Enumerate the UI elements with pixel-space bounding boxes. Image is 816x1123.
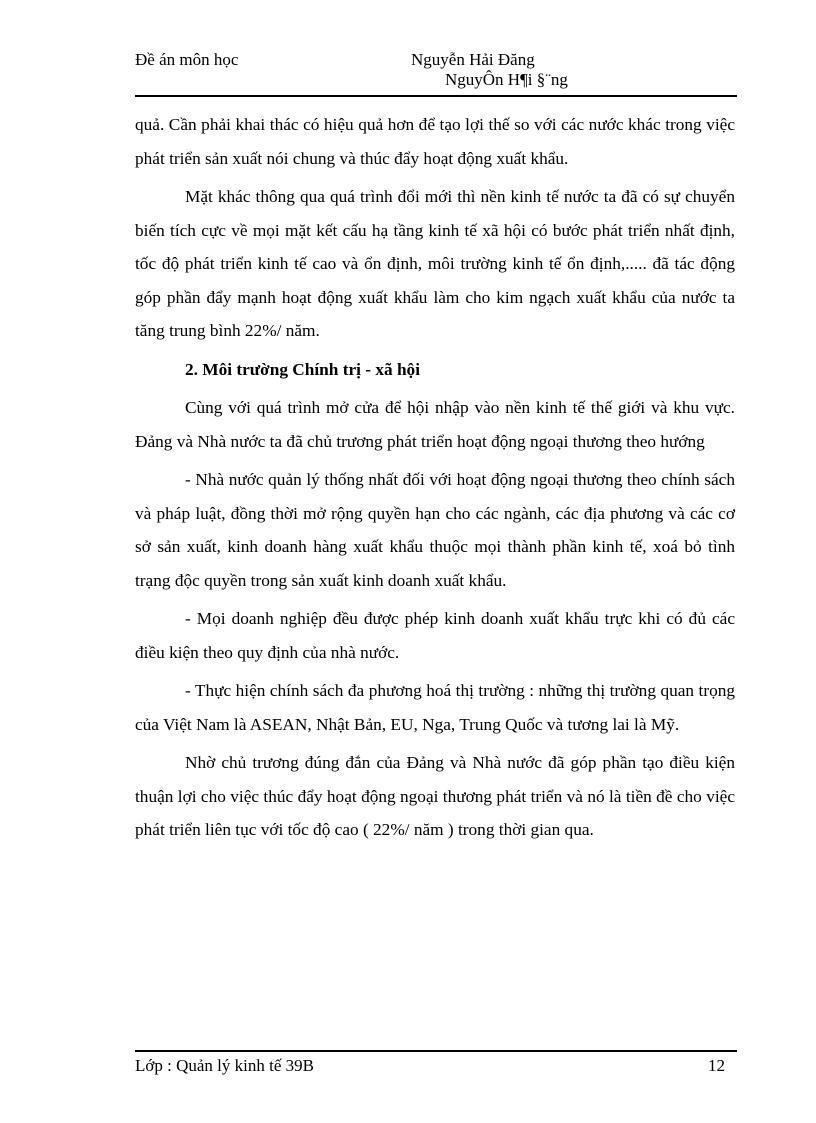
list-item-paragraph: - Thực hiện chính sách đa phương hoá thị trường : những thị trường quan trọng của Việt Nam là ASEAN, Nhật Bản, EU, Nga, Trung Quốc và tương lai là Mỹ. [135, 681, 735, 734]
course-title: Đề án môn học [135, 50, 239, 69]
page-header [135, 50, 737, 94]
author-name-garbled: NguyÔn H¶i §¨ng [445, 70, 568, 89]
list-item-paragraph: - Mọi doanh nghiệp đều được phép kinh doanh xuất khẩu trực khi có đủ các điều kiện theo quy định của nhà nước. [135, 609, 735, 662]
paragraph: Nhờ chủ trương đúng đắn của Đảng và Nhà nước đã góp phần tạo điều kiện thuận lợi cho việc thúc đẩy hoạt động ngoại thương phát triển và nó là tiền đề cho việc phát triển liên tục với tốc độ cao ( 22%/ năm ) trong thời gian qua. [135, 753, 735, 839]
document-body [135, 108, 735, 852]
author-name: Nguyễn Hải Đăng [411, 50, 535, 69]
paragraph-continuation: quả. Cần phải khai thác có hiệu quả hơn để tạo lợi thế so với các nước khác trong việc phát triển sản xuất nói chung và thúc đẩy hoạt động xuất khẩu. [135, 115, 735, 168]
list-item-paragraph: - Nhà nước quản lý thống nhất đối với hoạt động ngoại thương theo chính sách và pháp luật, đồng thời mở rộng quyền hạn cho các ngành, các địa phương và các cơ sở sản xuất, kinh doanh hàng xuất khẩu thuộc mọi thành phần kinh tế, xoá bỏ tình trạng độc quyền trong sản xuất kinh doanh xuất khẩu. [135, 470, 735, 590]
footer-divider [135, 1050, 737, 1052]
section-heading: 2. Môi trường Chính trị - xã hội [185, 359, 421, 379]
paragraph: Mặt khác thông qua quá trình đổi mới thì nền kinh tế nước ta đã có sự chuyển biến tích cực về mọi mặt kết cấu hạ tầng kinh tế xã hội có bước phát triển nhất định, tốc độ phát triển kinh tế cao và ổn định, môi trường kinh tế ổn định,..... đã tác động góp phần đẩy mạnh hoạt động xuất khẩu làm cho kim ngạch xuất khẩu của nước ta tăng trung bình 22%/ năm. [135, 187, 735, 340]
header-divider [135, 95, 737, 97]
paragraph: Cùng với quá trình mở cửa để hội nhập vào nền kinh tế thế giới và khu vực. Đảng và Nhà nước ta đã chủ trương phát triển hoạt động ngoại thương theo hướng [135, 398, 735, 451]
page-number: 12 [708, 1056, 725, 1075]
class-label: Lớp : Quản lý kinh tế 39B [135, 1056, 314, 1075]
